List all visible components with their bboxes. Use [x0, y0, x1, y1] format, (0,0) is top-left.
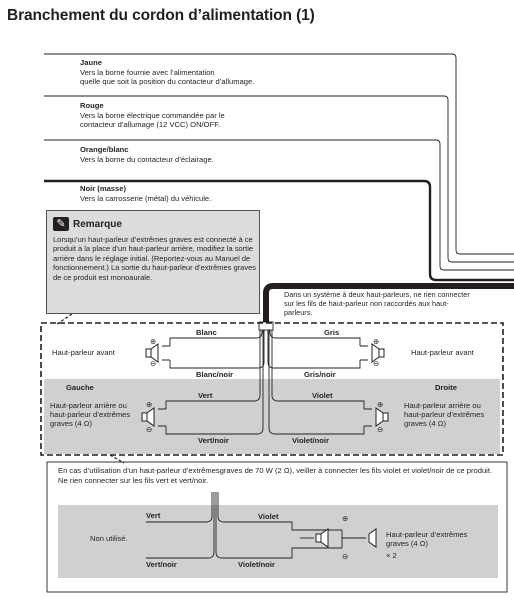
wire-label-vert-noir: Vert/noir [198, 436, 229, 445]
remarque-box [46, 210, 260, 314]
rear-left-speaker-label: Haut-parleur arrière ou haut-parleur d’extrêmes graves (4 Ω) [50, 401, 131, 428]
minus-icon: ⊖ [342, 552, 349, 561]
wire-label-gris-noir: Gris/noir [304, 370, 336, 379]
wire-label-vert-noir: Vert/noir [146, 560, 177, 569]
minus-icon: ⊖ [146, 425, 153, 434]
wire-name: Jaune [80, 58, 102, 67]
plus-icon: ⊕ [377, 400, 384, 409]
front-right-speaker-label: Haut-parleur avant [411, 348, 474, 357]
minus-icon: ⊖ [373, 359, 380, 368]
side-label-droite: Droite [435, 383, 457, 392]
wire-label-vert: Vert [198, 391, 213, 400]
plus-icon: ⊕ [150, 337, 157, 346]
wire-desc-line: Vers la borne du contacteur d’éclairage. [80, 154, 214, 164]
wire-label-blanc-noir: Blanc/noir [196, 370, 234, 379]
wire-name: Noir (masse) [80, 184, 127, 193]
wire-label-violet: Violet [312, 391, 333, 400]
rear-right-speaker-label: Haut-parleur arrière ou haut-parleur d’extrêmes graves (4 Ω) [404, 401, 485, 428]
subwoofer-note-text: En cas d’utilisation d’un haut-parleur d’extrêmesgraves de 70 W (2 Ω), veiller à connecter les fils violet et violet/noir de ce produit. Ne rien connecter sur les fils vert et vert/noir. [58, 466, 493, 485]
wire-desc-line: quelle que soit la position du contacteur d’allumage. [80, 77, 255, 87]
quantity-label: × 2 [386, 551, 397, 560]
unused-label: Non utilisé. [90, 534, 128, 543]
remarque-title: Remarque [73, 218, 122, 230]
wire-name: Orange/blanc [80, 145, 129, 154]
front-left-speaker-label: Haut-parleur avant [52, 348, 115, 357]
two-speaker-note: Dans un système à deux haut-parleurs, ne rien connecter sur les fils de haut-parleur non raccordés aux haut-parleurs. [284, 290, 470, 318]
wire-label-blanc: Blanc [196, 328, 217, 337]
side-label-gauche: Gauche [66, 383, 94, 392]
remarque-text: Lorsqu’un haut-parleur d’extrêmes graves est connecté à ce produit à la place d’un haut-parleur arrière, modifiez la sortie arrière dans le réglage initial. (Reportez-vous au Manuel de fonctionnement.) La sortie du haut-parleur d’extrêmes graves de ce produit est monoaurale. [53, 235, 257, 282]
minus-icon: ⊖ [150, 359, 157, 368]
wire-label-vert: Vert [146, 511, 161, 520]
wire-label-violet: Violet [258, 512, 279, 521]
wire-label-violet-noir: Violet/noir [292, 436, 329, 445]
subwoofer-label: Haut-parleur d’extrêmes graves (4 Ω) [386, 530, 468, 548]
wire-desc-line: Vers la carrosserie (métal) du véhicule. [80, 193, 212, 203]
wire-jaune [80, 58, 254, 87]
wire-noir-masse [80, 184, 211, 203]
wire-name: Rouge [80, 101, 104, 110]
page-title: Branchement du cordon d’alimentation (1) [7, 7, 315, 24]
wire-orange-blanc [80, 145, 214, 164]
plus-icon: ⊕ [373, 337, 380, 346]
wire-label-gris: Gris [324, 328, 340, 337]
wire-desc-line: Vers la borne fournie avec l’alimentation [80, 67, 215, 77]
wire-rouge [80, 101, 225, 130]
wire-desc-line: Vers la borne électrique commandée par le [80, 110, 225, 120]
pencil-icon: ✎ [53, 217, 69, 231]
wire-label-violet-noir: Violet/noir [238, 560, 275, 569]
wire-desc-line: contacteur d’allumage (12 VCC) ON/OFF. [80, 120, 221, 130]
minus-icon: ⊖ [377, 425, 384, 434]
plus-icon: ⊕ [146, 400, 153, 409]
plus-icon: ⊕ [342, 514, 349, 523]
